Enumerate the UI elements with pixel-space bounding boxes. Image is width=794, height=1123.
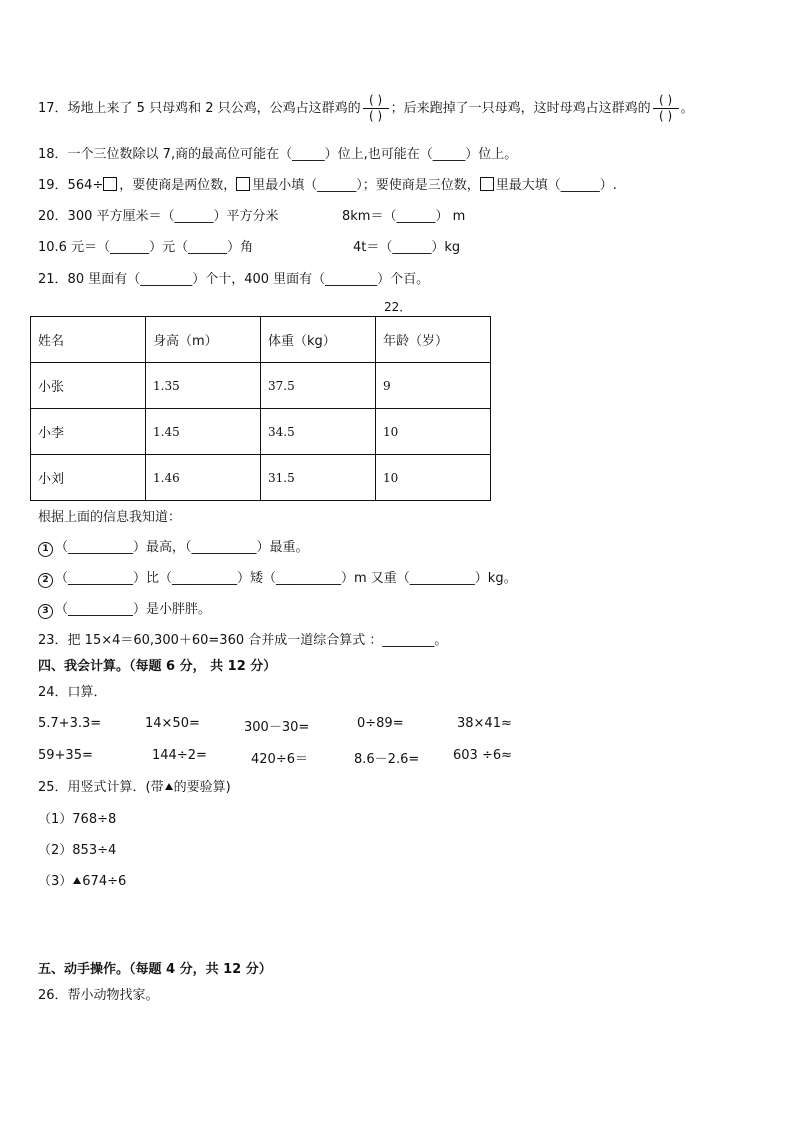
question-22-item-3: 3 （__________）是小胖胖。 [38,601,211,619]
question-25-item-1: （1）768÷8 [38,812,117,827]
question-22-intro: 根据上面的信息我知道： [38,510,182,525]
triangle-icon [73,877,81,884]
question-26: 26．帮小动物找家。 [38,988,159,1003]
triangle-icon [165,783,173,790]
table-header: 身高（m） [146,317,261,363]
table-header: 姓名 [31,317,146,363]
question-20d: 4t＝（______）kg [353,240,461,255]
oral-item: 300－30= [244,720,310,735]
table-header-row [31,317,491,363]
table-row [31,455,491,501]
question-25-item-3: （3） 674÷6 [38,874,127,889]
question-20c: 10.6 元＝（______）元（______）角 [38,240,254,255]
table-header: 体重（kg） [261,317,376,363]
circled-number-3: 3 [38,604,53,619]
table-cell: 34.5 [261,409,376,455]
blank-box-icon [236,177,250,191]
table-cell: 31.5 [261,455,376,501]
table-cell: 10 [376,409,491,455]
question-20b: 8km＝（______） m [342,209,466,224]
question-22-item-2: 2 （__________）比（__________）矮（__________）m 又重（__________）kg。 [38,570,517,588]
question-17 [38,94,694,123]
oral-item: 5.7+3.3= [38,716,102,731]
table-header: 年龄（岁） [376,317,491,363]
table-cell: 37.5 [261,363,376,409]
blank-box-icon [480,177,494,191]
oral-item: 59+35= [38,748,93,763]
table-cell: 小张 [31,363,146,409]
oral-item: 603 ÷6≈ [453,748,513,763]
table-cell: 1.45 [146,409,261,455]
oral-item: 144÷2= [152,748,207,763]
table-cell: 1.46 [146,455,261,501]
data-table [30,316,491,501]
table-cell: 小李 [31,409,146,455]
oral-item: 420÷6＝ [251,752,308,767]
q17-text-2: ；后来跑掉了一只母鸡，这时母鸡占这群鸡的 [390,101,651,116]
table-row [31,409,491,455]
question-21: 21．80 里面有（________）个十，400 里面有（________）个百。 [38,272,430,287]
oral-item: 14×50= [145,716,200,731]
question-18: 18．一个三位数除以 7,商的最高位可能在（_____）位上,也可能在（_____）位上。 [38,147,518,162]
oral-item: 0÷89= [357,716,404,731]
table-cell: 1.35 [146,363,261,409]
q17-fraction-1: $\frac{( )}{( )}$ [363,94,389,123]
question-22-item-1: 1 （__________）最高，（__________）最重。 [38,539,309,557]
blank-box-icon [103,177,117,191]
question-19: 19．564÷ ，要使商是两位数， 里最小填（______）；要使商是三位数， 里最大填（______）. [38,178,617,193]
oral-item: 38×41≈ [457,716,512,731]
table-cell: 9 [376,363,491,409]
question-23: 23．把 15×4＝60,300＋60=360 合并成一道综合算式 ：________。 [38,633,448,648]
q17-fraction-2: $\frac{( )}{( )}$ [653,94,679,123]
q17-text-end: 。 [680,101,694,116]
table-cell: 10 [376,455,491,501]
q17-text-1: 17．场地上来了 5 只母鸡和 2 只公鸡，公鸡占这群鸡的 [38,101,361,116]
question-24: 24．口算． [38,685,107,700]
question-25: 25．用竖式计算．(带 的要验算) [38,780,231,795]
circled-number-1: 1 [38,542,53,557]
table-cell: 小刘 [31,455,146,501]
section-5-heading: 五、动手操作。（每题 4 分，共 12 分） [38,962,272,977]
circled-number-2: 2 [38,573,53,588]
section-4-heading: 四、我会计算。（每题 6 分， 共 12 分） [38,659,277,674]
question-25-item-2: （2）853÷4 [38,843,117,858]
question-22-label: 22． [384,300,412,314]
question-20a: 20．300 平方厘米＝（______）平方分米 [38,209,279,224]
oral-item: 8.6－2.6= [354,752,420,767]
table-row [31,363,491,409]
